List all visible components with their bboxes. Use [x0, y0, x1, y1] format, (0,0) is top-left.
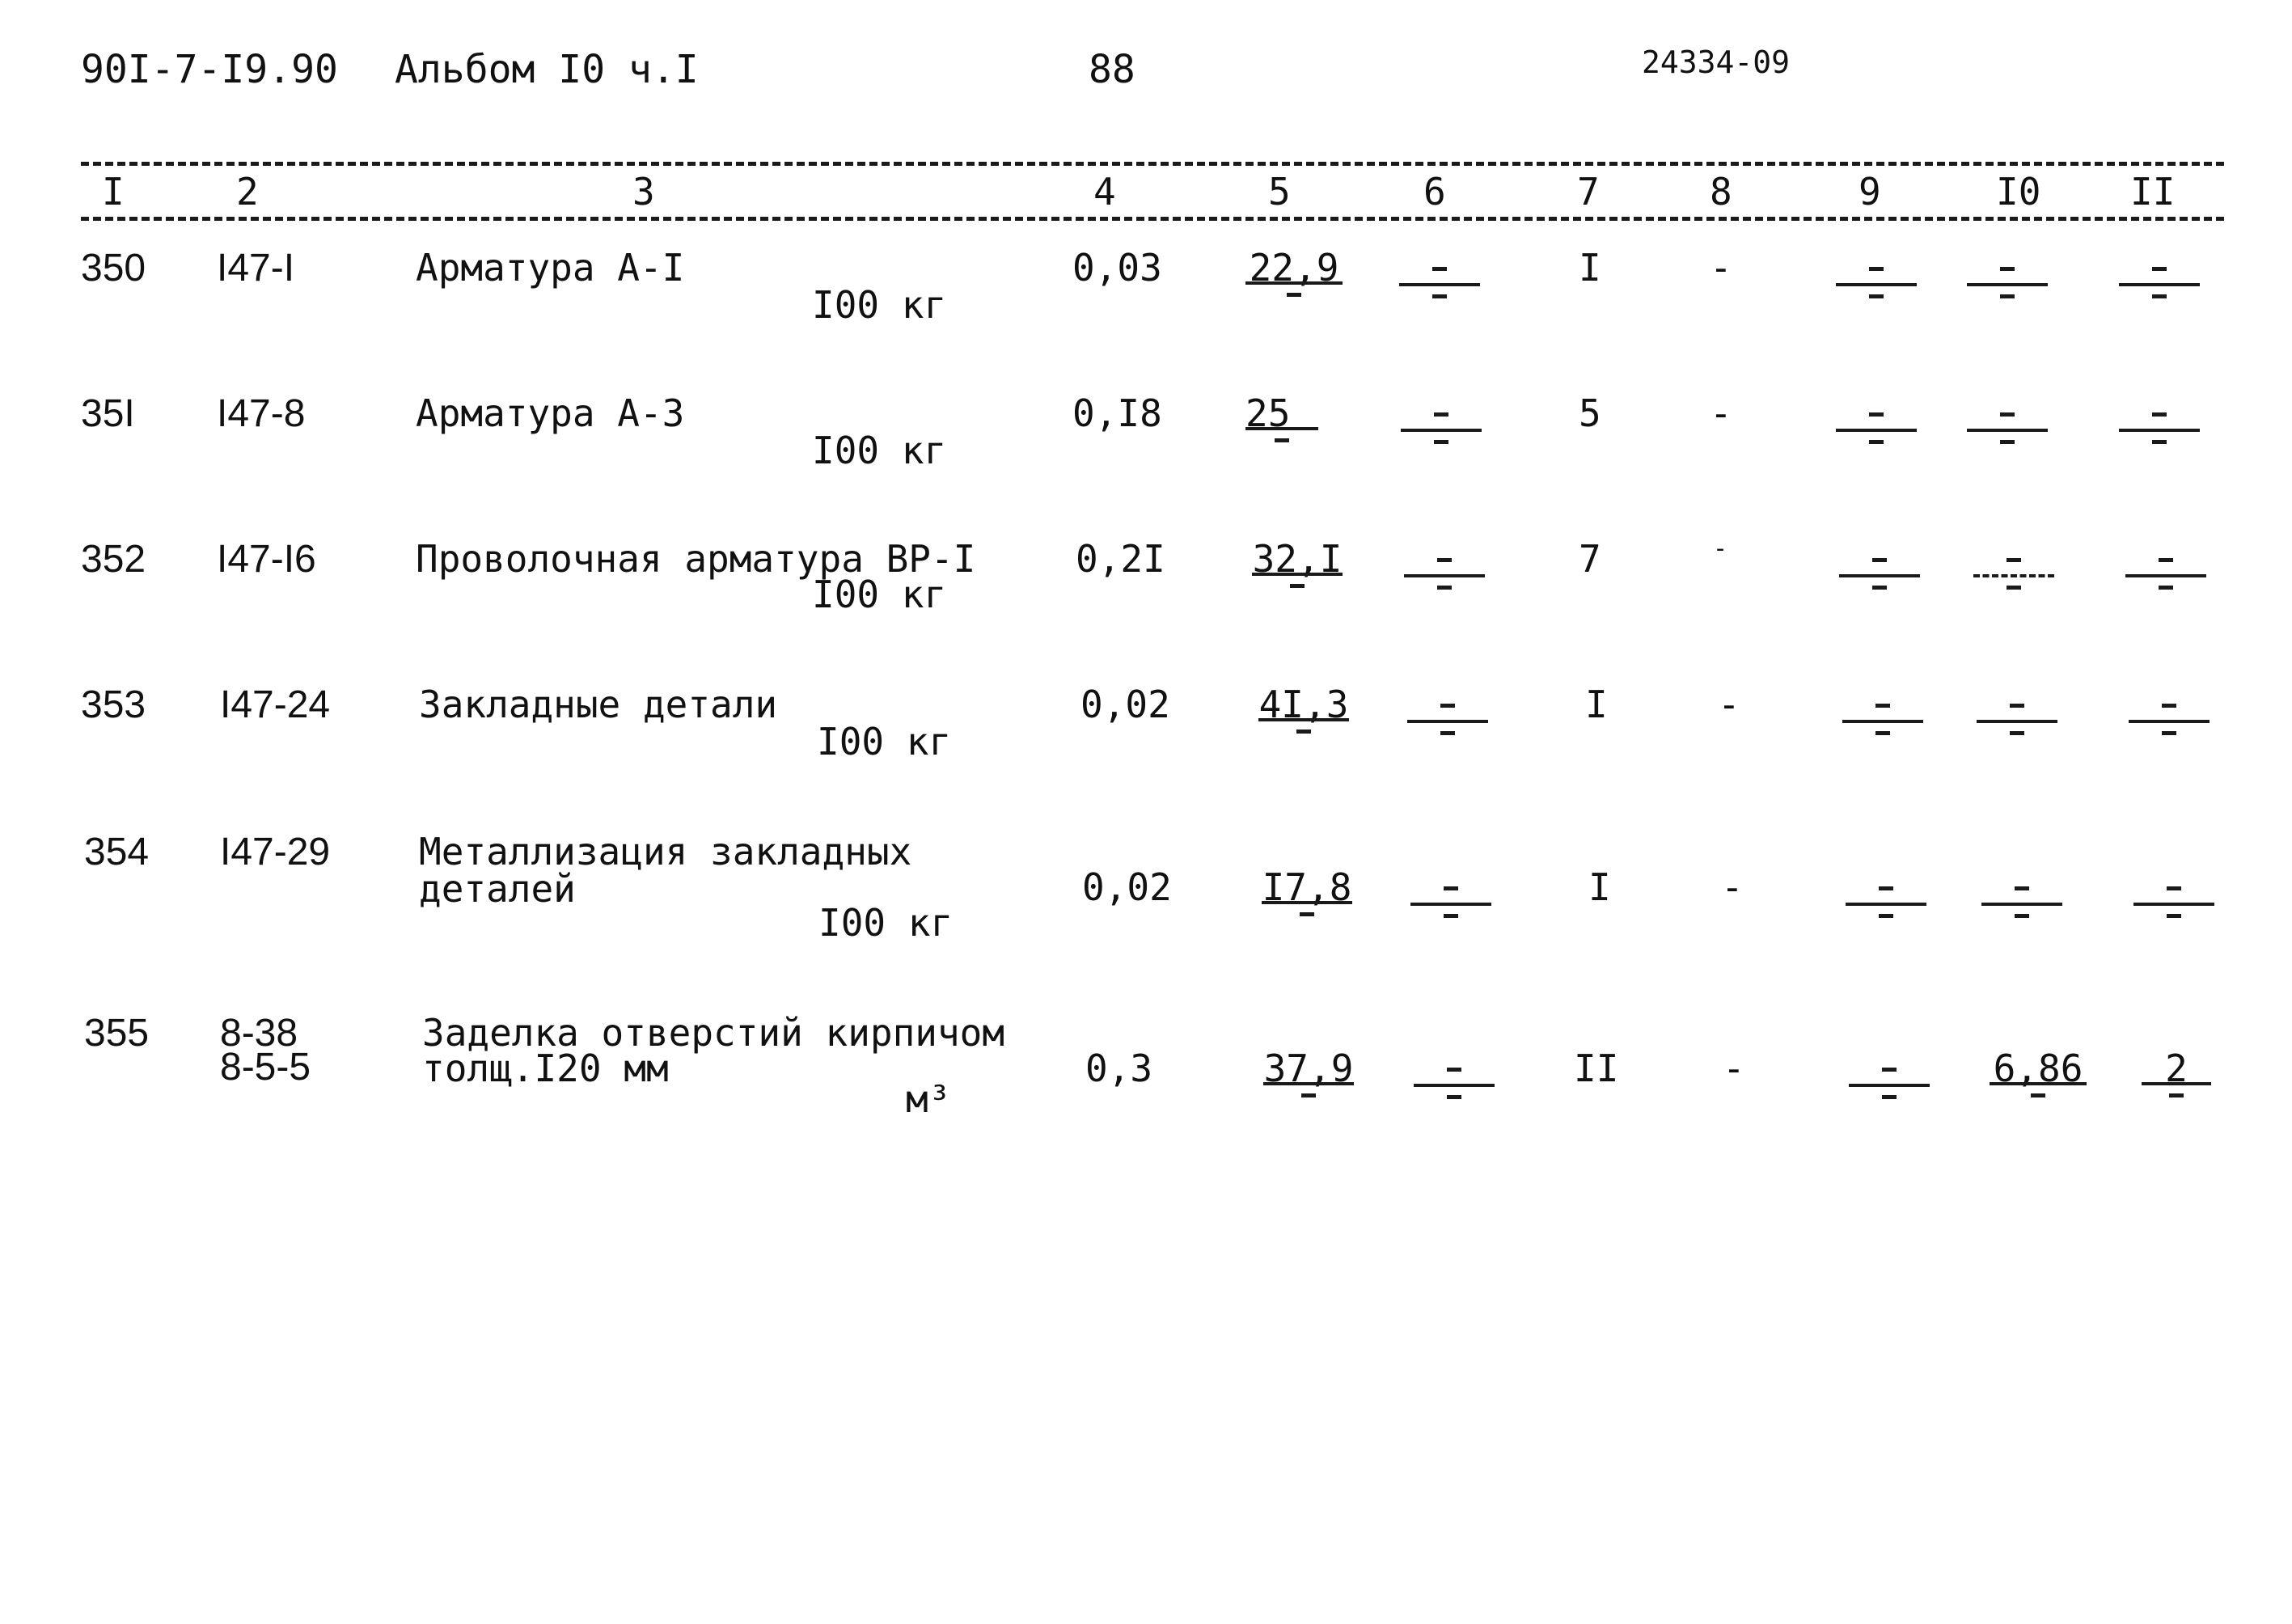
quantity: 0,3 [1085, 1047, 1153, 1090]
unit: I00 кг [812, 573, 947, 616]
column-number-10: I0 [1996, 170, 2041, 214]
empty-fraction-col6 [1414, 1051, 1495, 1108]
work-name: Закладные детали [419, 683, 778, 726]
empty-fraction-col9 [1842, 687, 1923, 744]
value-col5: 37,9 [1263, 1047, 1354, 1090]
work-name-line2: деталей [419, 867, 576, 911]
document-number: 24334-09 [1642, 44, 1791, 80]
value-col10: 6,86 [1993, 1047, 2083, 1090]
header-bottom-rule [81, 217, 2224, 221]
work-name: Заделка отверстий кирпичом [422, 1011, 1005, 1055]
value-col7: I [1588, 865, 1611, 909]
value-col8: - [1723, 1047, 1745, 1090]
value-fraction-col5 [1245, 246, 1343, 306]
work-name: Арматура А-3 [416, 391, 685, 435]
row-number: 350 [81, 247, 146, 290]
unit: I00 кг [818, 901, 954, 945]
rate-code: I47-I6 [217, 538, 316, 581]
quantity: 0,2I [1076, 537, 1165, 581]
document-code: 90I-7-I9.90 [81, 47, 338, 92]
unit: м³ [906, 1077, 951, 1121]
value-col8: - [1710, 391, 1732, 435]
rate-code-line2: 8-5-5 [220, 1046, 311, 1089]
value-col8: - [1710, 246, 1732, 290]
work-name: Арматура А-I [416, 246, 685, 290]
empty-fraction-col6 [1407, 687, 1488, 744]
empty-fraction-col10 [1981, 870, 2062, 927]
empty-fraction-col6 [1401, 396, 1482, 453]
value-col8: - [1721, 865, 1744, 909]
empty-fraction-col9 [1846, 870, 1926, 927]
rate-code: I47-24 [220, 683, 331, 726]
row-number: 352 [81, 538, 146, 581]
rate-code: I47-I [217, 247, 295, 290]
value-col7: 7 [1579, 537, 1601, 581]
empty-fraction-col6 [1404, 542, 1485, 598]
empty-fraction-col10 [1967, 251, 2048, 307]
value-col5: 25 [1245, 391, 1291, 435]
empty-fraction-col10 [1977, 687, 2057, 744]
column-number-8: 8 [1710, 170, 1732, 214]
rate-code: 8-38 [220, 1012, 298, 1055]
column-number-7: 7 [1577, 170, 1600, 214]
column-number-6: 6 [1423, 170, 1446, 214]
row-number: 35I [81, 392, 135, 435]
unit: I00 кг [817, 720, 952, 763]
value-fraction-col5 [1262, 865, 1352, 925]
column-number-2: 2 [236, 170, 259, 214]
value-col5: 22,9 [1249, 246, 1339, 290]
value-fraction-col5 [1263, 1047, 1354, 1106]
row-number: 353 [81, 683, 146, 726]
quantity: 0,02 [1082, 865, 1172, 909]
empty-fraction-col10 [1967, 396, 2048, 453]
value-fraction-col5 [1258, 683, 1349, 742]
album-label: Альбом I0 ч.I [395, 47, 699, 92]
header-top-rule [81, 162, 2224, 166]
value-col7: II [1574, 1047, 1619, 1090]
quantity: 0,02 [1080, 683, 1170, 726]
unit: I00 кг [812, 283, 947, 327]
empty-fraction-col6 [1410, 870, 1491, 927]
empty-fraction-col9 [1849, 1051, 1930, 1108]
work-name: Проволочная арматура ВР-I [416, 537, 976, 581]
empty-fraction-col9 [1836, 396, 1917, 453]
row-number: 355 [84, 1012, 150, 1055]
empty-fraction-col6 [1399, 251, 1480, 307]
unit: I00 кг [812, 429, 947, 472]
value-fraction-col5 [1252, 537, 1343, 597]
column-number-4: 4 [1093, 170, 1116, 214]
rate-code: I47-29 [220, 831, 331, 873]
column-number-1: I [102, 170, 125, 214]
value-fraction-col5 [1245, 391, 1318, 451]
value-col8: - [1718, 683, 1740, 726]
value-col11: 2 [2165, 1047, 2188, 1090]
rate-code: I47-8 [217, 392, 306, 435]
work-name: Металлизация закладных [419, 830, 912, 873]
value-col5: 4I,3 [1258, 683, 1349, 726]
column-number-5: 5 [1268, 170, 1291, 214]
row-number: 354 [84, 831, 150, 873]
value-col7: I [1585, 683, 1608, 726]
page-number: 88 [1089, 47, 1135, 92]
empty-fraction-col9 [1836, 251, 1917, 307]
quantity: 0,I8 [1072, 391, 1162, 435]
value-col5: I7,8 [1262, 865, 1352, 909]
value-fraction-col11 [2142, 1047, 2211, 1106]
empty-fraction-col11 [2125, 542, 2206, 598]
empty-fraction-col11 [2133, 870, 2214, 927]
quantity: 0,03 [1072, 246, 1162, 290]
value-fraction-col10 [1990, 1047, 2087, 1106]
empty-fraction-col11 [2129, 687, 2210, 744]
value-col5: 32,I [1252, 537, 1343, 581]
column-number-11: II [2130, 170, 2176, 214]
value-col7: I [1579, 246, 1601, 290]
value-col7: 5 [1579, 391, 1601, 435]
empty-fraction-col11 [2119, 251, 2200, 307]
column-number-9: 9 [1859, 170, 1881, 214]
empty-fraction-col9 [1839, 542, 1920, 598]
empty-fraction-col10 [1973, 542, 2054, 598]
work-name-line2: толщ.I20 мм [422, 1047, 669, 1090]
value-col8: - [1713, 535, 1728, 563]
column-number-3: 3 [632, 170, 655, 214]
empty-fraction-col11 [2119, 396, 2200, 453]
